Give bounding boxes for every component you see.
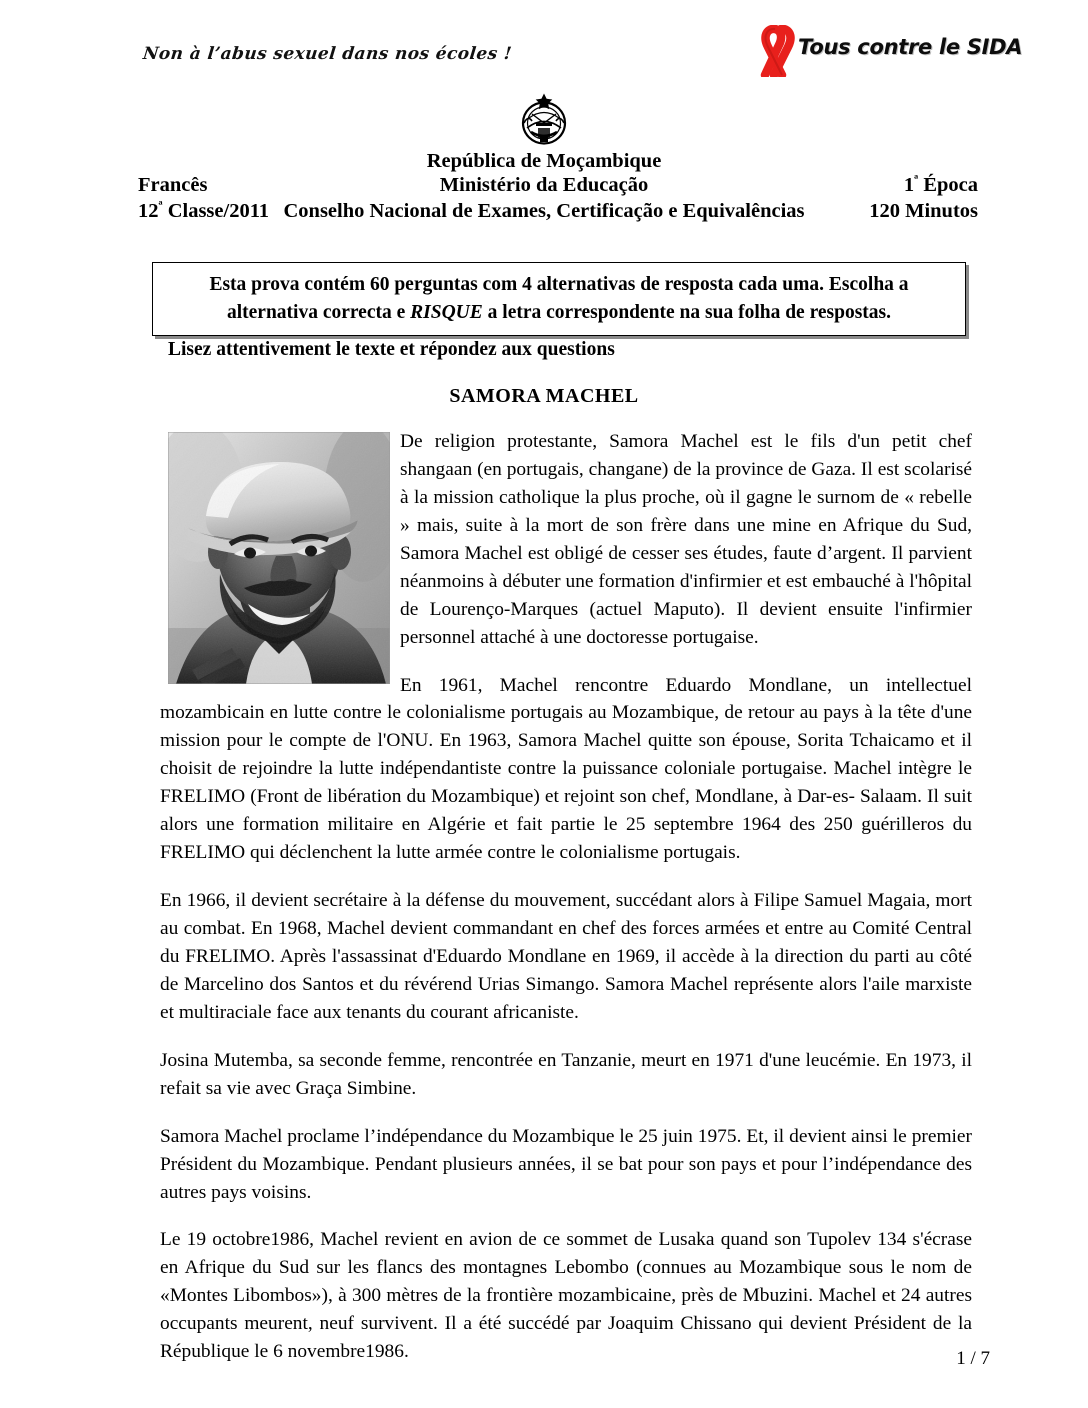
instruction-emphasis: RISQUE [410, 301, 483, 323]
paragraph-5-text: Samora Machel proclame l’indépendance du Mozambique le 25 juin 1975. Et, il devient ainsi le premier Président du Mozambique. Pendant plusieurs années, il se bat pour son pays et pour l’indépendance des autres pays voisins. [160, 1125, 972, 1203]
mozambique-emblem-icon [518, 92, 570, 146]
page-banner [0, 0, 1088, 88]
paragraph-6 [160, 1226, 972, 1366]
duration-label: 120 Minutos [869, 200, 978, 223]
masthead-row-1 [0, 174, 1088, 200]
exam-instruction-box [152, 262, 966, 336]
samora-machel-photo [168, 432, 390, 684]
country-name: República de Moçambique [426, 150, 662, 172]
instruction-text-part1: Esta prova contém 60 perguntas com 4 alternativas de resposta cada uma. Escolha a alternativa correcta e [209, 274, 909, 323]
council-label: Conselho Nacional de Exames, Certificação e Equivalências [283, 200, 805, 223]
masthead-row-2 [0, 200, 1088, 226]
paragraph-2-text: En 1961, Machel rencontre Eduardo Mondlane, un intellectuel mozambicain en lutte contre le colonialisme portugais au Mozambique, de retour au pays à la tête d'une mission pour le compte de l'ONU. En 1963, Samora Machel quitte son épouse, Sorita Tchaicamo et il choisit de rejoindre la lutte indépendantiste contre la puissance coloniale portugaise. Machel intègre le FRELIMO (Front de libération du Mozambique) et rejoint son chef, Mondlane, à Dar-es- Salaam. Il suit alors une formation militaire en Algérie et fait partie le 25 septembre 1964 des 250 guérilleros du FRELIMO qui déclenchent la lutte armée contre le colonialisme portugais. [160, 674, 972, 864]
aids-campaign-text: Tous contre le SIDA [798, 35, 1023, 59]
reading-instruction: Lisez attentivement le texte et répondez aux questions [168, 339, 615, 360]
aids-campaign-logo [752, 25, 1023, 77]
ministry-label: Ministério da Educação [439, 174, 649, 197]
text-title: SAMORA MACHEL [449, 385, 639, 407]
subject-label: Francês [138, 174, 208, 197]
paragraph-4-text: Josina Mutemba, sa seconde femme, rencontrée en Tanzanie, meurt en 1971 d'une leucémie. En 1973, il refait sa vie avec Graça Simbine. [160, 1049, 972, 1099]
masthead [0, 148, 1088, 226]
page-number: 1 / 7 [956, 1348, 990, 1369]
paragraph-5 [160, 1123, 972, 1207]
paragraph-1 [160, 428, 972, 652]
anti-abuse-slogan: Non à l’abus sexuel dans nos écoles ! [141, 44, 513, 64]
paragraph-4 [160, 1047, 972, 1103]
paragraph-3 [160, 887, 972, 1027]
instruction-text-part2: a letra correspondente na sua folha de respostas. [482, 301, 892, 323]
paragraph-3-text: En 1966, il devient secrétaire à la défense du mouvement, succédant alors à Filipe Samuel Magaia, mort au combat. En 1968, Machel devient commandant en chef des forces armées et entre au Comité Central du FRELIMO. Après l'assassinat d'Eduardo Mondlane en 1969, il accède à la direction du parti au côté de Marcelino dos Santos et du révérend Urias Simango. Samora Machel représente alors l'aile marxiste et multiraciale face aux tenants du courant africaniste. [160, 890, 972, 1023]
paragraph-1-text: De religion protestante, Samora Machel est le fils d'un petit chef shangaan (en portugais, changane) de la province de Gaza. Il est scolarisé à la mission catholique la plus proche, où il gagne le surnom de « rebelle » mais, suite à la mort de son frère dans une mine en Afrique du Sud, Samora Machel est obligé de cesser ses études, faute d’argent. Il parvient néanmoins à débuter une formation d'infirmier et est embauché à l'hôpital de Lourenço-Marques (actuel Maputo). Il devient ensuite l'infirmier personnel attaché à une doctoresse portugaise. [400, 431, 972, 648]
paragraph-2 [160, 672, 972, 868]
grade-label: $12^ª$ Classe/2011 [138, 198, 270, 223]
epoch-label: $1^ª$ Época [903, 172, 978, 197]
coat-of-arms-emblem [0, 92, 1088, 151]
portrait-image [168, 432, 390, 684]
reading-text-body [160, 428, 972, 1366]
paragraph-6-text: Le 19 octobre1986, Machel revient en avion de ce sommet de Lusaka quand son Tupolev 134 s'écrase en Afrique du Sud sur les flancs des montagnes Lebombo (connues au Mozambique sous le nom de «Montes Libombos»), à 300 mètres de la frontière mozambicaine, près de Mbuzini. Machel et 24 autres occupants meurent, neuf survivent. Il a été succédé par Joaquim Chissano qui devient Président de la République le 6 novembre1986. [160, 1229, 972, 1363]
